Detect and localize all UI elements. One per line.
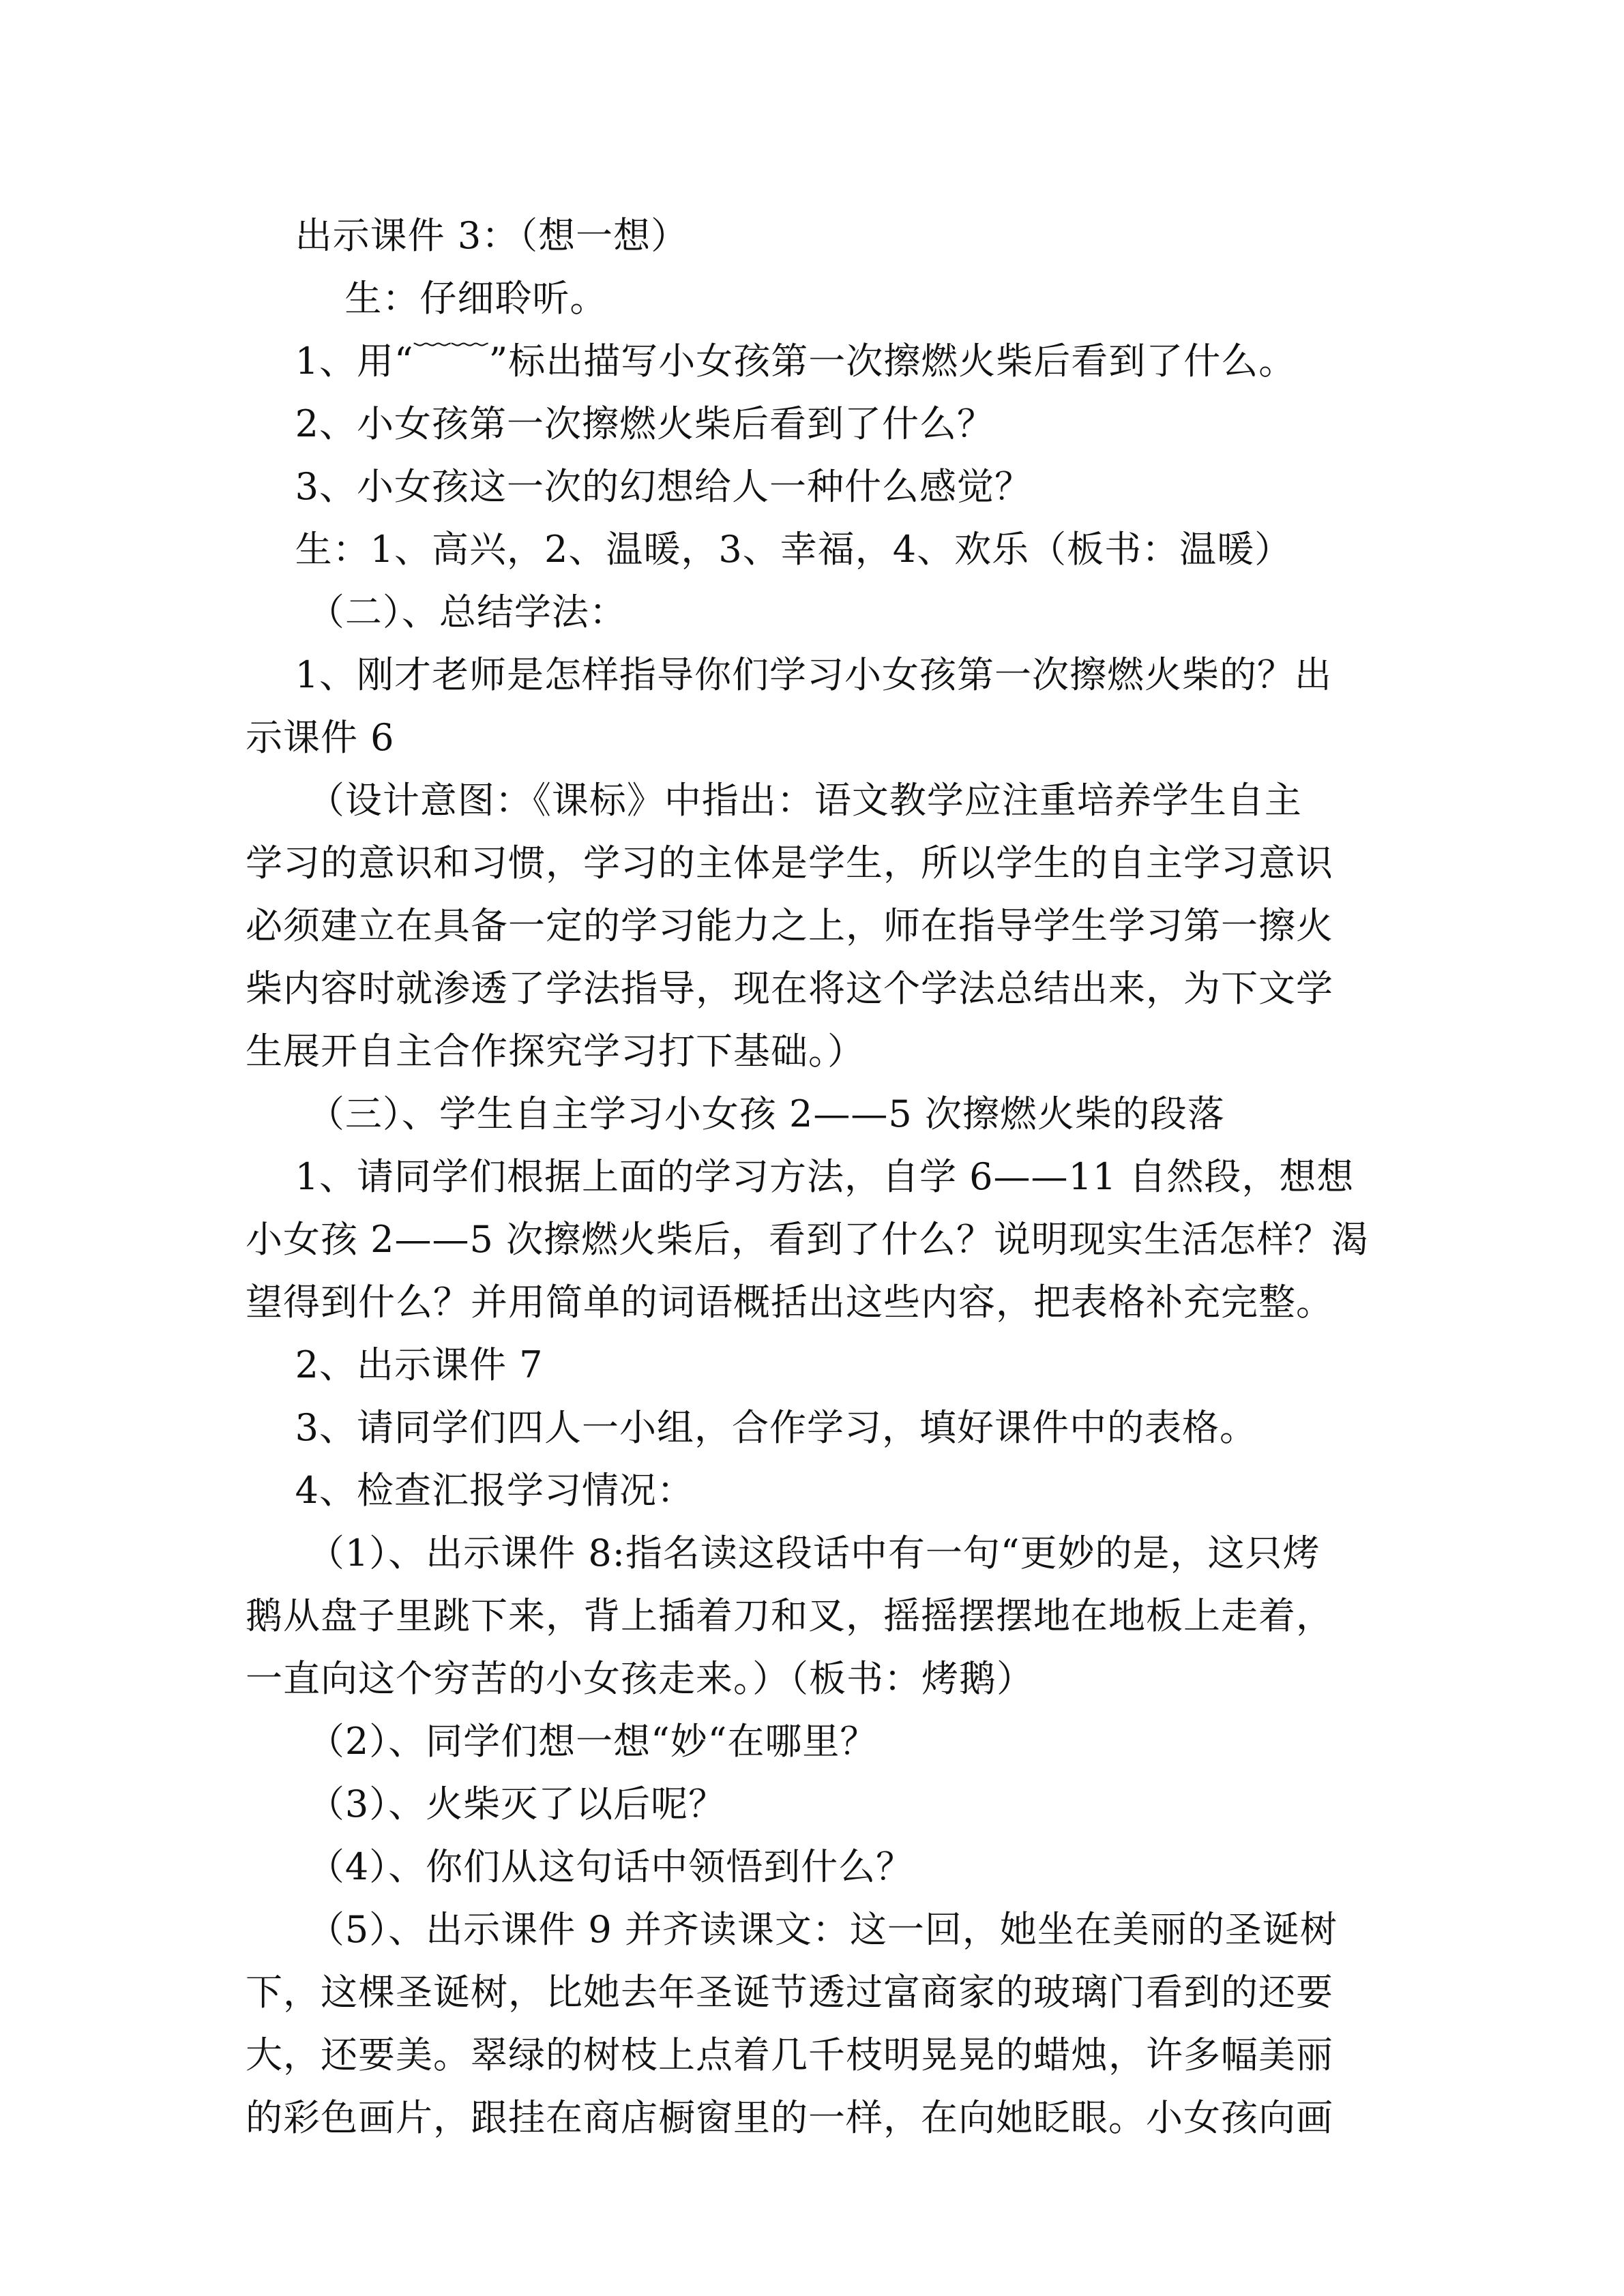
- text-line: 4、检查汇报学习情况：: [246, 1469, 695, 1512]
- text-line: 3、小女孩这一次的幻想给人一种什么感觉？: [246, 465, 1033, 508]
- text-line: 大，还要美。翠绿的树枝上点着几千枝明晃晃的蜡烛，许多幅美丽: [246, 2033, 1333, 2076]
- text-line: （4）、你们从这句话中领悟到什么？: [246, 1845, 914, 1888]
- text-line: （5）、出示课件 9 并齐读课文：这一回，她坐在美丽的圣诞树: [246, 1908, 1338, 1951]
- text-line: （设计意图：《课标》中指出：语文教学应注重培养学生自主: [246, 779, 1302, 822]
- text-line: （1）、出示课件 8:指名读这段话中有一句“更妙的是，这只烤: [246, 1532, 1320, 1575]
- text-line: 生展开自主合作探究学习打下基础。）: [246, 1030, 865, 1073]
- text-line: 下，这棵圣诞树，比她去年圣诞节透过富商家的玻璃门看到的还要: [246, 1971, 1333, 2014]
- text-line: 1、刚才老师是怎样指导你们学习小女孩第一次擦燃火柴的？出: [246, 653, 1333, 696]
- text-line: 鹅从盘子里跳下来，背上插着刀和叉，摇摇摆摆地在地板上走着，: [246, 1594, 1333, 1637]
- section-heading: （二）、总结学法：: [246, 591, 627, 633]
- text-line: 小女孩 2——5 次擦燃火柴后，看到了什么？说明现实生活怎样？渴: [246, 1218, 1370, 1261]
- text-line: 1、请同学们根据上面的学习方法，自学 6——11 自然段，想想: [246, 1155, 1355, 1198]
- text-line: 1、用“﹋﹋”标出描写小女孩第一次擦燃火柴后看到了什么。: [246, 340, 1297, 383]
- text-line: 学习的意识和习惯，学习的主体是学生，所以学生的自主学习意识: [246, 841, 1333, 884]
- text-line: （2）、同学们想一想“妙“在哪里？: [246, 1720, 878, 1763]
- text-line: 示课件 6: [246, 716, 395, 759]
- text-line: 2、小女孩第一次擦燃火柴后看到了什么？: [246, 402, 995, 445]
- text-line: 出示课件 3：（想一想）: [246, 214, 689, 257]
- text-line: 一直向这个穷苦的小女孩走来。）（板书：烤鹅）: [246, 1657, 1034, 1700]
- text-line: 的彩色画片，跟挂在商店橱窗里的一样，在向她眨眼。小女孩向画: [246, 2096, 1333, 2139]
- text-line: 必须建立在具备一定的学习能力之上，师在指导学生学习第一擦火: [246, 904, 1333, 947]
- text-line: 2、出示课件 7: [246, 1343, 544, 1386]
- text-line: 3、请同学们四人一小组，合作学习，填好课件中的表格。: [246, 1406, 1258, 1449]
- text-line: （3）、火柴灭了以后呢？: [246, 1783, 726, 1825]
- text-line: 生：仔细聆听。: [246, 277, 608, 320]
- document-body: [246, 205, 1385, 2149]
- section-heading: （三）、学生自主学习小女孩 2——5 次擦燃火柴的段落: [246, 1092, 1225, 1135]
- text-line: 柴内容时就渗透了学法指导，现在将这个学法总结出来，为下文学: [246, 967, 1333, 1010]
- text-line: 生：1、高兴，2、温暖，3、幸福，4、欢乐（板书：温暖）: [246, 528, 1293, 571]
- text-line: 望得到什么？并用简单的词语概括出这些内容，把表格补充完整。: [246, 1281, 1333, 1324]
